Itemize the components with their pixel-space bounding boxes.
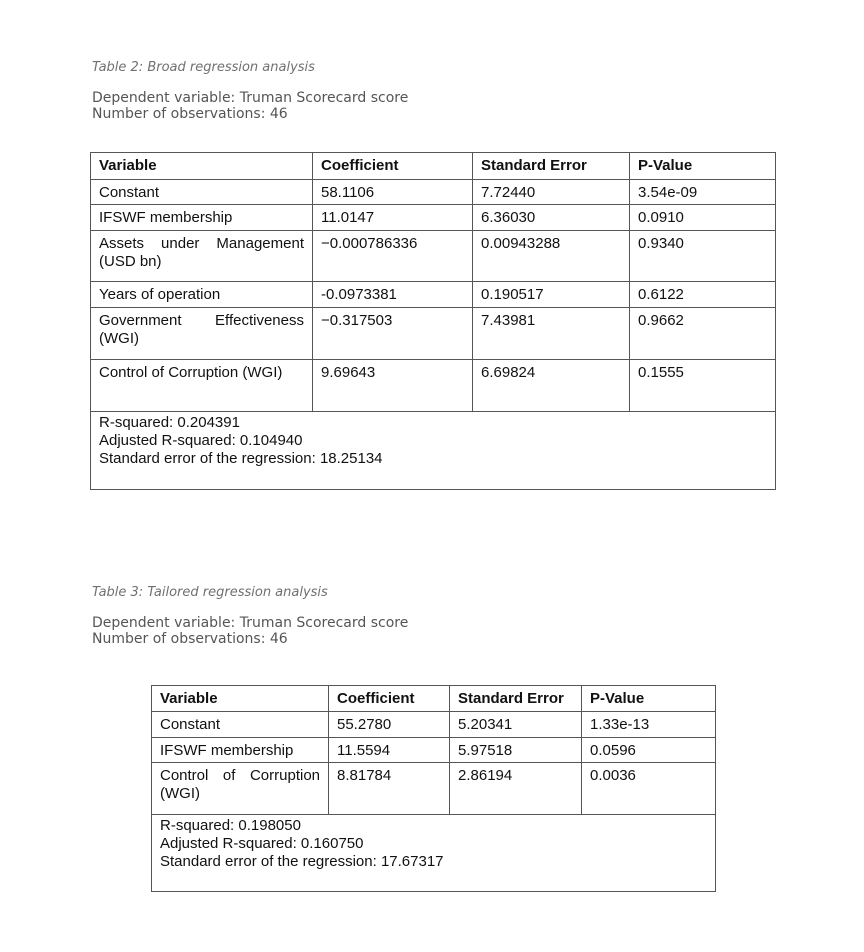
table2-cell-variable: Control of Corruption (WGI) bbox=[91, 360, 313, 412]
table3-header-row bbox=[152, 686, 716, 712]
table2-cell-coefficient: −0.000786336 bbox=[313, 231, 473, 282]
table3-r-squared: R-squared: 0.198050 bbox=[160, 817, 301, 834]
table2-regression-std-error: Standard error of the regression: 18.25134 bbox=[99, 450, 383, 467]
table-row bbox=[152, 763, 716, 815]
table3-cell-coefficient: 55.2780 bbox=[329, 712, 450, 738]
table3-cell-coefficient: 8.81784 bbox=[329, 763, 450, 815]
table2-header-coefficient: Coefficient bbox=[313, 153, 473, 180]
table2-cell-p-value: 0.6122 bbox=[630, 282, 776, 308]
table2-summary bbox=[91, 412, 776, 490]
table3-header-p-value: P-Value bbox=[582, 686, 716, 712]
table2-cell-variable: Government Effectiveness (WGI) bbox=[91, 308, 313, 360]
table3-cell-standard-error: 2.86194 bbox=[450, 763, 582, 815]
table2-summary-row bbox=[91, 412, 776, 490]
table-row bbox=[91, 231, 776, 282]
table2-cell-standard-error: 0.190517 bbox=[473, 282, 630, 308]
table3-regression-std-error: Standard error of the regression: 17.67317 bbox=[160, 853, 444, 870]
table-row bbox=[91, 282, 776, 308]
table3-cell-variable: Constant bbox=[152, 712, 329, 738]
table2-cell-coefficient: 9.69643 bbox=[313, 360, 473, 412]
table2-caption: Table 2: Broad regression analysis bbox=[92, 60, 315, 75]
table3-adjusted-r-squared: Adjusted R-squared: 0.160750 bbox=[160, 835, 364, 852]
table3-cell-p-value: 0.0036 bbox=[582, 763, 716, 815]
table3-header-variable: Variable bbox=[152, 686, 329, 712]
table3-cell-p-value: 0.0596 bbox=[582, 738, 716, 763]
table2-header-p-value: P-Value bbox=[630, 153, 776, 180]
table-row bbox=[91, 205, 776, 231]
table3-cell-variable: Control of Corruption (WGI) bbox=[152, 763, 329, 815]
table3-meta bbox=[92, 615, 408, 647]
table3-header-coefficient: Coefficient bbox=[329, 686, 450, 712]
table2-meta bbox=[92, 90, 408, 122]
table3-summary-row bbox=[152, 815, 716, 892]
table2-header-row bbox=[91, 153, 776, 180]
table2-header-variable: Variable bbox=[91, 153, 313, 180]
table2-cell-variable: Years of operation bbox=[91, 282, 313, 308]
table2-observations: Number of observations: 46 bbox=[92, 106, 288, 122]
table3-caption: Table 3: Tailored regression analysis bbox=[92, 585, 328, 600]
table3-header-standard-error: Standard Error bbox=[450, 686, 582, 712]
table-row bbox=[152, 738, 716, 763]
table2-r-squared: R-squared: 0.204391 bbox=[99, 414, 240, 431]
table2-cell-coefficient: 11.0147 bbox=[313, 205, 473, 231]
table2-cell-coefficient: −0.317503 bbox=[313, 308, 473, 360]
table3-cell-standard-error: 5.20341 bbox=[450, 712, 582, 738]
table2-cell-coefficient: 58.1106 bbox=[313, 180, 473, 205]
table-row bbox=[91, 180, 776, 205]
table3-observations: Number of observations: 46 bbox=[92, 631, 288, 647]
table3-regression bbox=[151, 685, 716, 892]
table2-cell-p-value: 0.9662 bbox=[630, 308, 776, 360]
table2-cell-variable: Constant bbox=[91, 180, 313, 205]
table3-dependent-variable: Dependent variable: Truman Scorecard score bbox=[92, 615, 409, 631]
table2-cell-variable: IFSWF membership bbox=[91, 205, 313, 231]
table3-cell-standard-error: 5.97518 bbox=[450, 738, 582, 763]
table2-cell-coefficient: -0.0973381 bbox=[313, 282, 473, 308]
table2-cell-variable: Assets under Management (USD bn) bbox=[91, 231, 313, 282]
table2-header-standard-error: Standard Error bbox=[473, 153, 630, 180]
table-row bbox=[91, 308, 776, 360]
table2-cell-standard-error: 0.00943288 bbox=[473, 231, 630, 282]
table2-cell-standard-error: 7.72440 bbox=[473, 180, 630, 205]
table3-cell-variable: IFSWF membership bbox=[152, 738, 329, 763]
table2-cell-p-value: 0.9340 bbox=[630, 231, 776, 282]
table2-cell-p-value: 0.1555 bbox=[630, 360, 776, 412]
table3-cell-p-value: 1.33e-13 bbox=[582, 712, 716, 738]
table3-cell-coefficient: 11.5594 bbox=[329, 738, 450, 763]
table2-cell-standard-error: 6.69824 bbox=[473, 360, 630, 412]
table2-dependent-variable: Dependent variable: Truman Scorecard score bbox=[92, 90, 409, 106]
table2-cell-standard-error: 6.36030 bbox=[473, 205, 630, 231]
table2-adjusted-r-squared: Adjusted R-squared: 0.104940 bbox=[99, 432, 303, 449]
table2-cell-p-value: 0.0910 bbox=[630, 205, 776, 231]
table3-summary bbox=[152, 815, 716, 892]
table-row bbox=[152, 712, 716, 738]
table2-regression bbox=[90, 152, 776, 490]
table2-cell-standard-error: 7.43981 bbox=[473, 308, 630, 360]
table2-cell-p-value: 3.54e-09 bbox=[630, 180, 776, 205]
table-row bbox=[91, 360, 776, 412]
